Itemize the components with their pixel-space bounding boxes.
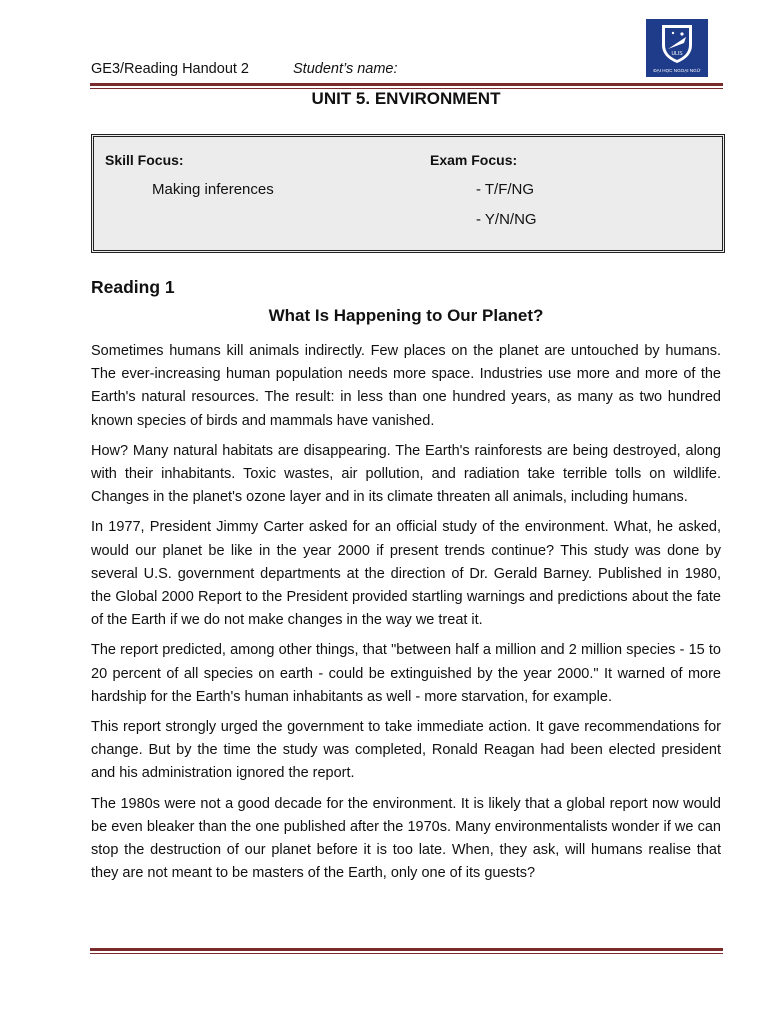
header-rule xyxy=(90,83,723,86)
skill-focus-label: Skill Focus: xyxy=(105,152,184,168)
student-name-label: Student’s name: xyxy=(293,61,398,77)
exam-focus-label: Exam Focus: xyxy=(430,152,518,168)
article-title: What Is Happening to Our Planet? xyxy=(268,306,544,325)
footer-rule xyxy=(90,948,723,951)
reading-heading: Reading 1 xyxy=(91,277,175,297)
paragraph: This report strongly urged the government to take immediate action. It gave recommendations for change. But by the time the study was completed, Ronald Reagan had been elected president and his administration ignored the report. xyxy=(91,719,721,782)
paragraph: Sometimes humans kill animals indirectly. Few places on the planet are untouched by humans. The ever-increasing human population needs more space. Industries use more and more of the Earth's natural resources. The result: in less than one hundred years, as many as two hundred known species of birds and mammals have vanished. xyxy=(91,343,721,429)
svg-text:ULIS: ULIS xyxy=(671,51,683,57)
exam-focus-item: - T/F/NG xyxy=(476,181,535,198)
paragraph: The 1980s were not a good decade for the environment. It is likely that a global report now would be even bleaker than the one published after the 1970s. Many environmentalists wonder if we can stop the destruction of our planet before it is too late. When, they ask, will humans realise that they are not meant to be masters of the Earth, only one of its guests? xyxy=(91,795,721,882)
skill-focus-item: Making inferences xyxy=(152,181,274,198)
focus-box xyxy=(91,134,725,253)
article-body xyxy=(91,340,721,892)
exam-focus-item: - Y/N/NG xyxy=(476,211,537,228)
paragraph: The report predicted, among other things, that "between half a million and 2 million species - 15 to 20 percent of all species on earth - could be extinguished by the year 2000." It warned of more hardship for the Earth's human inhabitants as well - more starvation, for example. xyxy=(91,642,721,705)
unit-title: UNIT 5. ENVIRONMENT xyxy=(311,89,501,108)
handout-code: GE3/Reading Handout 2 xyxy=(91,61,249,77)
footer-rule-thin xyxy=(90,953,723,954)
svg-text:ĐẠI HỌC NGOẠI NGỮ: ĐẠI HỌC NGOẠI NGỮ xyxy=(653,68,701,73)
university-logo xyxy=(646,19,708,77)
paragraph: How? Many natural habitats are disappearing. The Earth's rainforests are being destroyed, along with their inhabitants. Toxic wastes, air pollution, and radiation take terrible tolls on wildlife. Changes in the planet's ozone layer and in its climate threaten all animals, including humans. xyxy=(91,442,721,506)
paragraph: In 1977, President Jimmy Carter asked for an official study of the environment. What, he asked, would our planet be like in the year 2000 if present trends continue? This study was done by several U.S. government departments at the direction of Dr. Gerald Barney. Published in 1980, the Global 2000 Report to the President provided startling warnings and predictions about the fate of the Earth if we do not make changes in the way we treat it. xyxy=(91,519,721,629)
